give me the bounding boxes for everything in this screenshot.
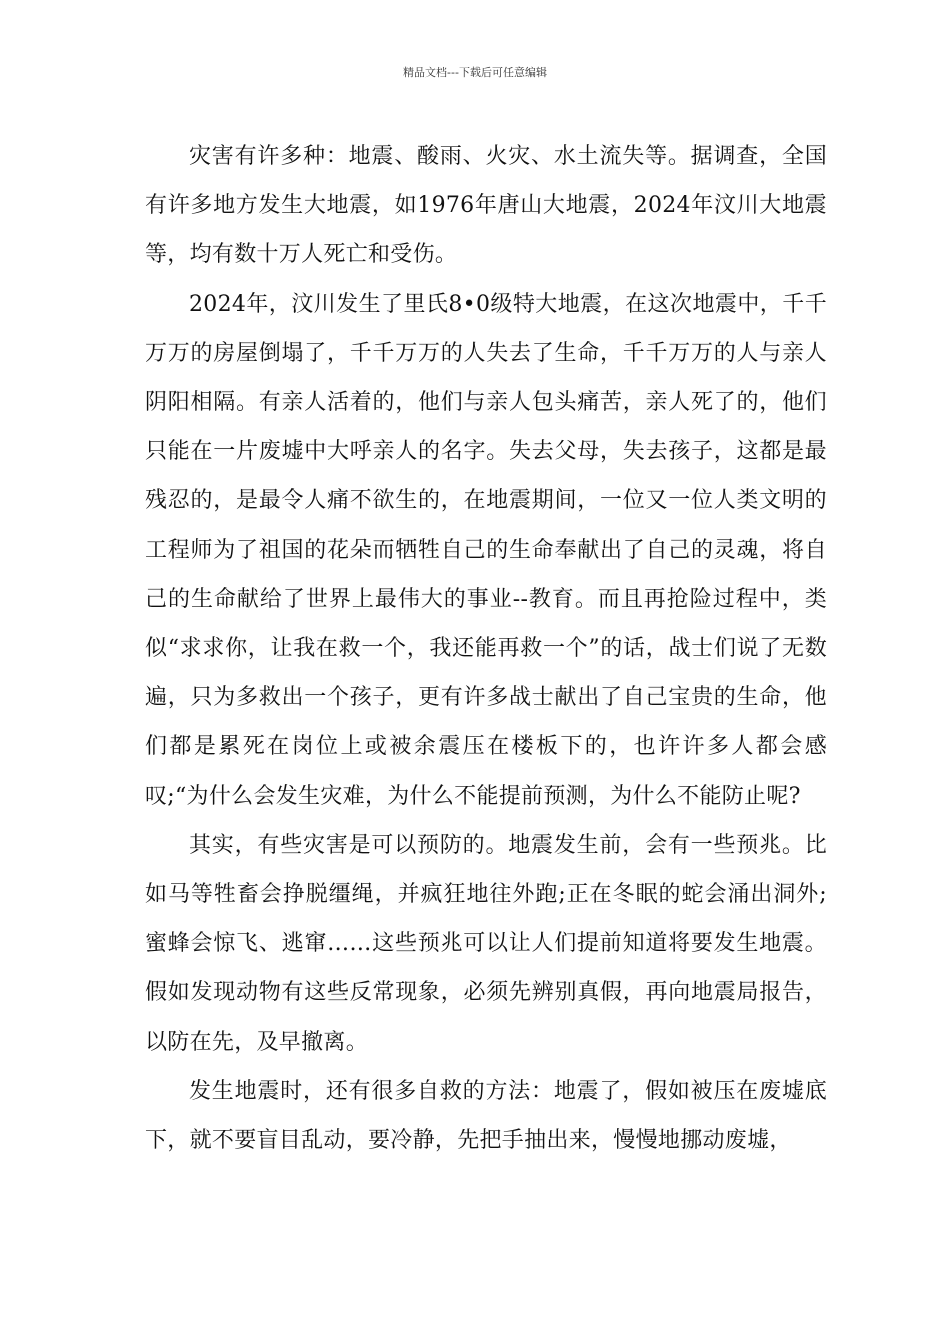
paragraph-wenchuan-earthquake: 2024年，汶川发生了里氏8•0级特大地震，在这次地震中，千千万万的房屋倒塌了，千千万万的人失去了生命，千千万万的人与亲人阴阳相隔。有亲人活着的，他们与亲人包头痛苦，亲人死了的，他们只能在一片废墟中大呼亲人的名字。失去父母，失去孩子，这都是最残忍的，是最令人痛不欲生的，在地震期间，一位又一位人类文明的工程师为了祖国的花朵而牺牲自己的生命奉献出了自己的灵魂，将自己的生命献给了世界上最伟大的事业--教育。而且再抢险过程中，类似“求求你，让我在救一个，我还能再救一个”的话，战士们说了无数遍，只为多救出一个孩子，更有许多战士献出了自己宝贵的生命，他们都是累死在岗位上或被余震压在楼板下的，也许许多人都会感叹;“为什么会发生灾难，为什么不能提前预测，为什么不能防止呢? (145, 291, 827, 809)
page-header: 精品文档---下载后可任意编辑 (403, 66, 547, 79)
paragraph-self-rescue: 发生地震时，还有很多自救的方法：地震了，假如被压在废墟底下，就不要盲目乱动，要冷静，先把手抽出来，慢慢地挪动废墟， (145, 1078, 827, 1154)
paragraph-disaster-types: 灾害有许多种：地震、酸雨、火灾、水土流失等。据调查，全国有许多地方发生大地震，如1976年唐山大地震，2024年汶川大地震等，均有数十万人死亡和受伤。 (145, 144, 827, 268)
document-body (145, 132, 827, 1165)
paragraph-earthquake-signs: 其实，有些灾害是可以预防的。地震发生前，会有一些预兆。比如马等牲畜会挣脱缰绳，并疯狂地往外跑;正在冬眠的蛇会涌出洞外;蜜蜂会惊飞、逃窜……这些预兆可以让人们提前知道将要发生地震。假如发现动物有这些反常现象，必须先辨别真假，再向地震局报告，以防在先，及早撤离。 (145, 832, 827, 1055)
